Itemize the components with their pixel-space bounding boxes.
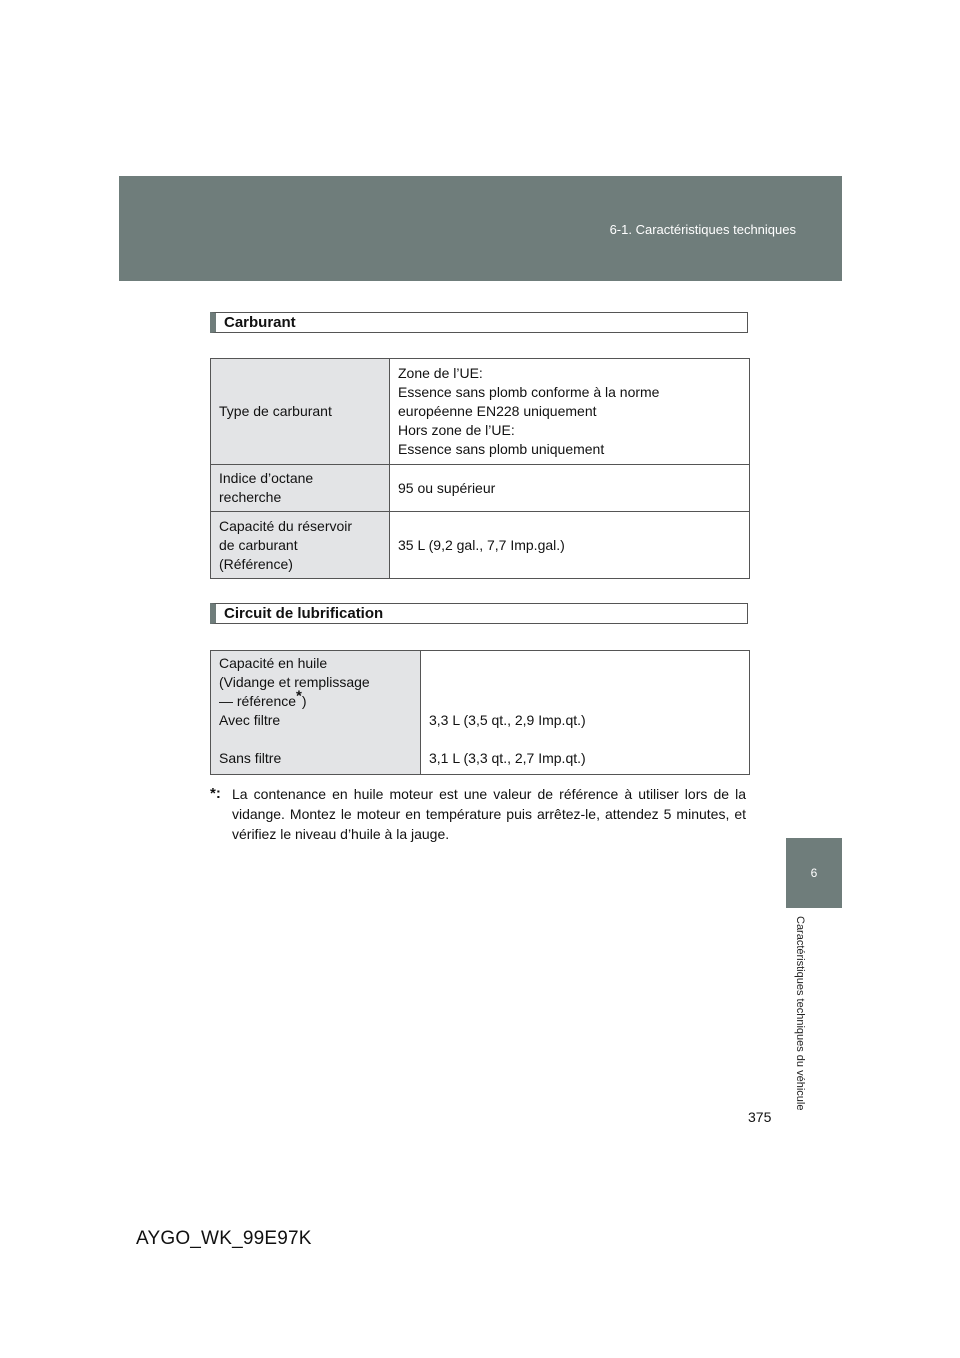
table-row [211, 512, 750, 579]
octane-value: 95 ou supérieur [390, 465, 750, 512]
fuel-section-title: Carburant [224, 314, 296, 331]
octane-label-line: recherche [219, 489, 282, 505]
chapter-label: Caractéristiques techniques du véhicule [794, 916, 806, 1111]
table-row [211, 465, 750, 512]
oil-capacity-label [211, 651, 421, 775]
table-row [211, 359, 750, 465]
oil-label-text: — référence [219, 693, 297, 709]
lubrication-spec-table [210, 650, 750, 775]
footnote [210, 784, 746, 844]
oil-label-line: Capacité en huile [219, 655, 328, 671]
tank-label-line: (Référence) [219, 555, 293, 572]
tank-label-line: de carburant [219, 536, 298, 553]
octane-label [211, 465, 390, 512]
oil-capacity-value [421, 651, 750, 775]
fuel-section-header [210, 312, 748, 333]
fuel-spec-table [210, 358, 750, 579]
footnote-mark: *: [210, 785, 221, 802]
fuel-type-label: Type de carburant [211, 359, 390, 465]
fuel-type-line: Essence sans plomb uniquement [398, 441, 605, 457]
page-number: 375 [748, 1109, 772, 1125]
lubrication-section-header [210, 603, 748, 624]
section-title: 6-1. Caractéristiques techniques [609, 222, 796, 237]
oil-label-text: ) [301, 693, 307, 709]
with-filter-label: Avec filtre [219, 712, 281, 728]
fuel-type-line: Hors zone de l’UE: [398, 422, 515, 438]
octane-label-line: Indice d’octane [219, 470, 314, 486]
fuel-type-value [390, 359, 750, 465]
chapter-tab: 6 [786, 838, 842, 908]
without-filter-label: Sans filtre [219, 750, 282, 766]
with-filter-value: 3,3 L (3,5 qt., 2,9 Imp.qt.) [429, 712, 586, 728]
tank-capacity-value: 35 L (9,2 gal., 7,7 Imp.gal.) [390, 512, 750, 579]
footnote-marker: * [296, 687, 302, 705]
table-row [211, 651, 750, 775]
tank-capacity-label [211, 512, 390, 579]
footnote-text: La contenance en huile moteur est une valeur de référence à utiliser lors de la vidange. Montez le moteur en température puis arrêtez-le, attendez 5 minutes, et vérifiez le niveau d’huile à la jauge. [232, 786, 746, 842]
tank-label-line: Capacité du réservoir [219, 517, 353, 534]
oil-label-line [219, 687, 412, 711]
header-band [119, 176, 842, 281]
without-filter-value: 3,1 L (3,3 qt., 2,7 Imp.qt.) [429, 750, 586, 766]
document-code: AYGO_WK_99E97K [136, 1228, 312, 1249]
fuel-type-line: européenne EN228 uniquement [398, 403, 597, 419]
oil-label-line: (Vidange et remplissage [219, 674, 370, 690]
fuel-type-line: Essence sans plomb conforme à la norme [398, 384, 660, 400]
lubrication-section-title: Circuit de lubrification [224, 605, 384, 622]
fuel-type-line: Zone de l’UE: [398, 365, 483, 381]
